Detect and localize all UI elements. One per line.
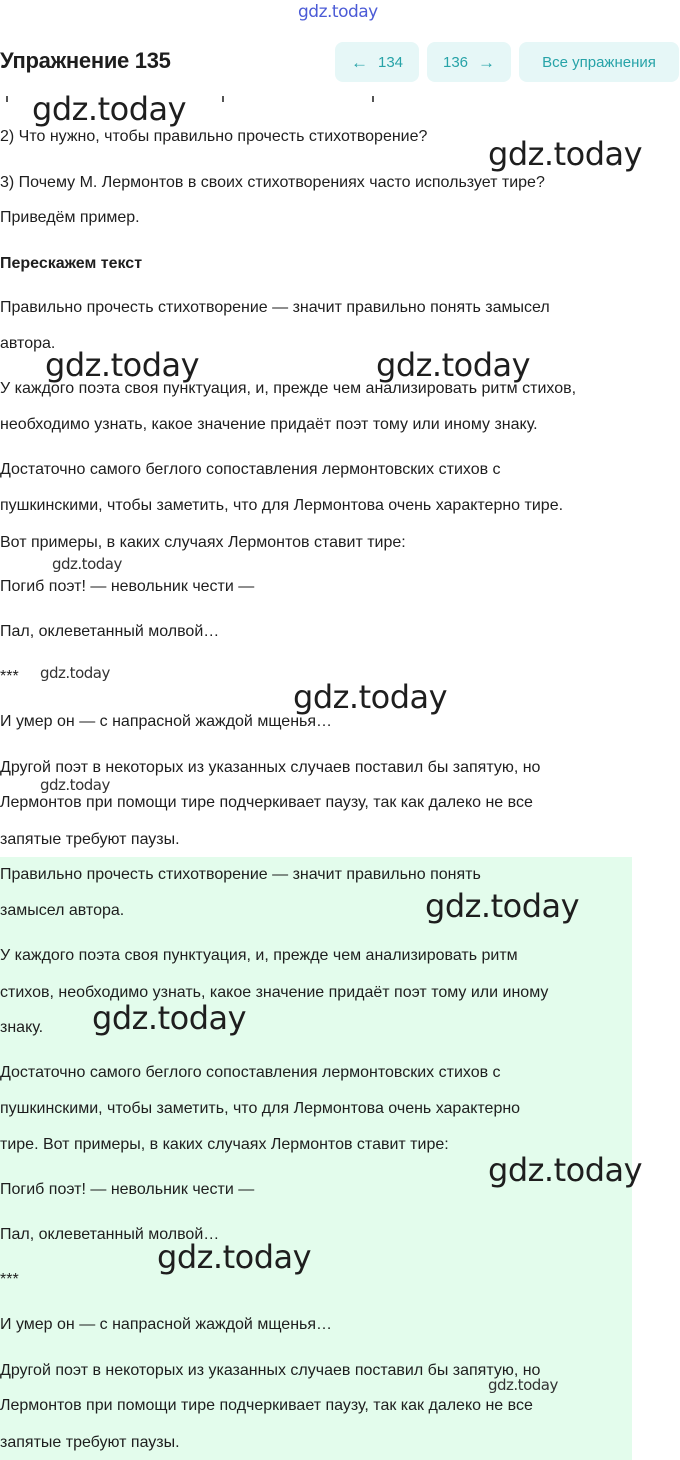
text-line: Лермонтов при помощи тире подчеркивает паузу, так как далеко не все — [0, 794, 533, 811]
text-line: Достаточно самого беглого сопоставления лермонтовских стихов с — [0, 461, 501, 478]
watermark: gdz.today — [92, 999, 247, 1037]
next-exercise-button[interactable] — [427, 42, 511, 82]
text-line: запятые требуют паузы. — [0, 831, 180, 848]
answer-line: Другой поэт в некоторых из указанных случаев поставил бы запятую, но — [0, 1362, 541, 1379]
answer-line: стихов, необходимо узнать, какое значение придаёт поэт тому или иному — [0, 984, 549, 1001]
watermark: gdz.today — [488, 1376, 558, 1394]
watermark: gdz.today — [293, 678, 448, 716]
section-heading: Перескажем текст — [0, 255, 143, 272]
watermark: gdz.today — [40, 664, 110, 682]
text-line: необходимо узнать, какое значение придаёт поэт тому или иному знаку. — [0, 416, 538, 433]
answer-line: Лермонтов при помощи тире подчеркивает паузу, так как далеко не все — [0, 1397, 533, 1414]
cut-line-fragment — [6, 96, 8, 102]
text-line: Другой поэт в некоторых из указанных случаев поставил бы запятую, но — [0, 759, 541, 776]
answer-poem-separator: *** — [0, 1271, 19, 1288]
exercise-header — [0, 42, 680, 82]
next-exercise-label: 136 — [442, 53, 469, 71]
answer-poem-line: И умер он — с напрасной жаждой мщенья… — [0, 1316, 333, 1333]
answer-line: замысел автора. — [0, 902, 125, 919]
text-line: автора. — [0, 335, 56, 352]
arrow-left-icon: ← — [350, 52, 368, 72]
watermark: gdz.today — [425, 887, 580, 925]
watermark: gdz.today — [376, 346, 531, 384]
prev-exercise-label: 134 — [377, 53, 404, 71]
watermark-top: gdz.today — [298, 2, 378, 22]
watermark: gdz.today — [40, 776, 110, 794]
watermark: gdz.today — [157, 1238, 312, 1276]
question-3: 3) Почему М. Лермонтов в своих стихотворениях часто использует тире? — [0, 174, 545, 191]
arrow-right-icon: → — [478, 52, 496, 72]
text-line: пушкинскими, чтобы заметить, что для Лермонтова очень характерно тире. — [0, 497, 564, 514]
text-line: У каждого поэта своя пунктуация, и, прежде чем анализировать ритм стихов, — [0, 380, 577, 397]
cut-line-fragment — [222, 96, 224, 102]
text-line: Правильно прочесть стихотворение — значит правильно понять замысел — [0, 299, 550, 316]
watermark: gdz.today — [52, 555, 122, 573]
poem-separator: *** — [0, 668, 19, 685]
all-exercises-label: Все упражнения — [542, 53, 656, 71]
watermark: gdz.today — [488, 1151, 643, 1189]
question-2: 2) Что нужно, чтобы правильно прочесть стихотворение? — [0, 128, 428, 145]
answer-line: У каждого поэта своя пунктуация, и, прежде чем анализировать ритм — [0, 947, 518, 964]
poem-line: Пал, оклеветанный молвой… — [0, 623, 220, 640]
answer-line: Правильно прочесть стихотворение — значит правильно понять — [0, 866, 481, 883]
answer-line: тире. Вот примеры, в каких случаях Лермонтов ставит тире: — [0, 1136, 449, 1153]
answer-line: пушкинскими, чтобы заметить, что для Лермонтова очень характерно — [0, 1100, 521, 1117]
answer-poem-line: Пал, оклеветанный молвой… — [0, 1226, 220, 1243]
text-line: Вот примеры, в каких случаях Лермонтов ставит тире: — [0, 534, 406, 551]
cut-line-fragment — [372, 96, 374, 102]
watermark: gdz.today — [488, 135, 643, 173]
page-title: Упражнение 135 — [0, 48, 171, 73]
question-3-continued: Приведём пример. — [0, 209, 140, 226]
poem-line: И умер он — с напрасной жаждой мщенья… — [0, 713, 333, 730]
answer-line: знаку. — [0, 1019, 44, 1036]
watermark: gdz.today — [45, 346, 200, 384]
answer-line: Достаточно самого беглого сопоставления лермонтовских стихов с — [0, 1064, 501, 1081]
prev-exercise-button[interactable] — [335, 42, 419, 82]
answer-poem-line: Погиб поэт! — невольник чести — — [0, 1181, 255, 1198]
poem-line: Погиб поэт! — невольник чести — — [0, 578, 255, 595]
watermark: gdz.today — [32, 90, 187, 128]
all-exercises-button[interactable] — [519, 42, 679, 82]
answer-line: запятые требуют паузы. — [0, 1434, 180, 1451]
